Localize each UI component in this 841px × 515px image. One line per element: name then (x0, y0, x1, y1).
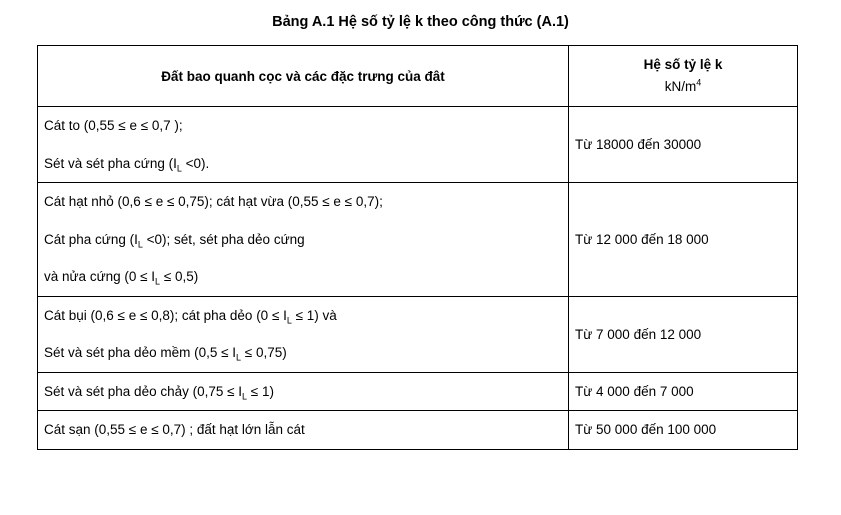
coefficient-table (37, 45, 798, 450)
coefficient-value-cell: Từ 12 000 đến 18 000 (569, 183, 798, 297)
header-coefficient-unit: $kN/m^4$ (664, 77, 702, 94)
soil-description-cell (38, 372, 569, 411)
soil-description-line: Cát to (0,55 ≤ e ≤ 0,7 ); (44, 118, 183, 133)
table-caption: Bảng A.1 Hệ số tỷ lệ k theo công thức (A.1) (272, 14, 569, 30)
header-soil-description: Đất bao quanh cọc và các đặc trưng của đât (38, 46, 569, 107)
table-row (38, 372, 798, 411)
header-coefficient (569, 46, 798, 107)
soil-description-cell (38, 296, 569, 372)
coefficient-value-cell: Từ 50 000 đến 100 000 (569, 411, 798, 450)
coefficient-value-cell: Từ 4 000 đến 7 000 (569, 372, 798, 411)
table-row (38, 107, 798, 183)
soil-description-line: Cát pha cứng $(I_L <0)$; sét, sét pha dẻo cứng (44, 231, 305, 250)
soil-description-line: và nửa cứng $(0 \le I_L \le 0,5)$ (44, 269, 199, 287)
soil-description-line: Sét và sét pha cứng $(I_L <0)$. (44, 155, 210, 174)
soil-description-line: Cát sạn (0,55 ≤ e ≤ 0,7) ; đất hạt lớn lẫn cát (44, 422, 305, 437)
soil-description-line: Cát bụi (0,6 ≤ e ≤ 0,8); cát pha dẻo $(0 \le I_L \le 1)$ và (44, 307, 337, 326)
soil-description-line: Sét và sét pha dẻo mềm $(0,5 \le I_L \le 0,75)$ (44, 345, 287, 363)
table-row (38, 411, 798, 450)
coefficient-value-cell: Từ 18000 đến 30000 (569, 107, 798, 183)
table-header-row (38, 46, 798, 107)
table-row (38, 296, 798, 372)
soil-description-line: Sét và sét pha dẻo chảy $(0,75 \le I_L \le 1)$ (44, 383, 274, 402)
table-row (38, 183, 798, 297)
soil-description-cell (38, 107, 569, 183)
soil-description-cell (38, 411, 569, 450)
coefficient-value-cell: Từ 7 000 đến 12 000 (569, 296, 798, 372)
header-coefficient-label: Hệ số tỷ lệ k (643, 57, 723, 72)
soil-description-cell (38, 183, 569, 297)
soil-description-line: Cát hạt nhỏ (0,6 ≤ e ≤ 0,75); cát hạt vừa (0,55 ≤ e ≤ 0,7); (44, 194, 383, 209)
